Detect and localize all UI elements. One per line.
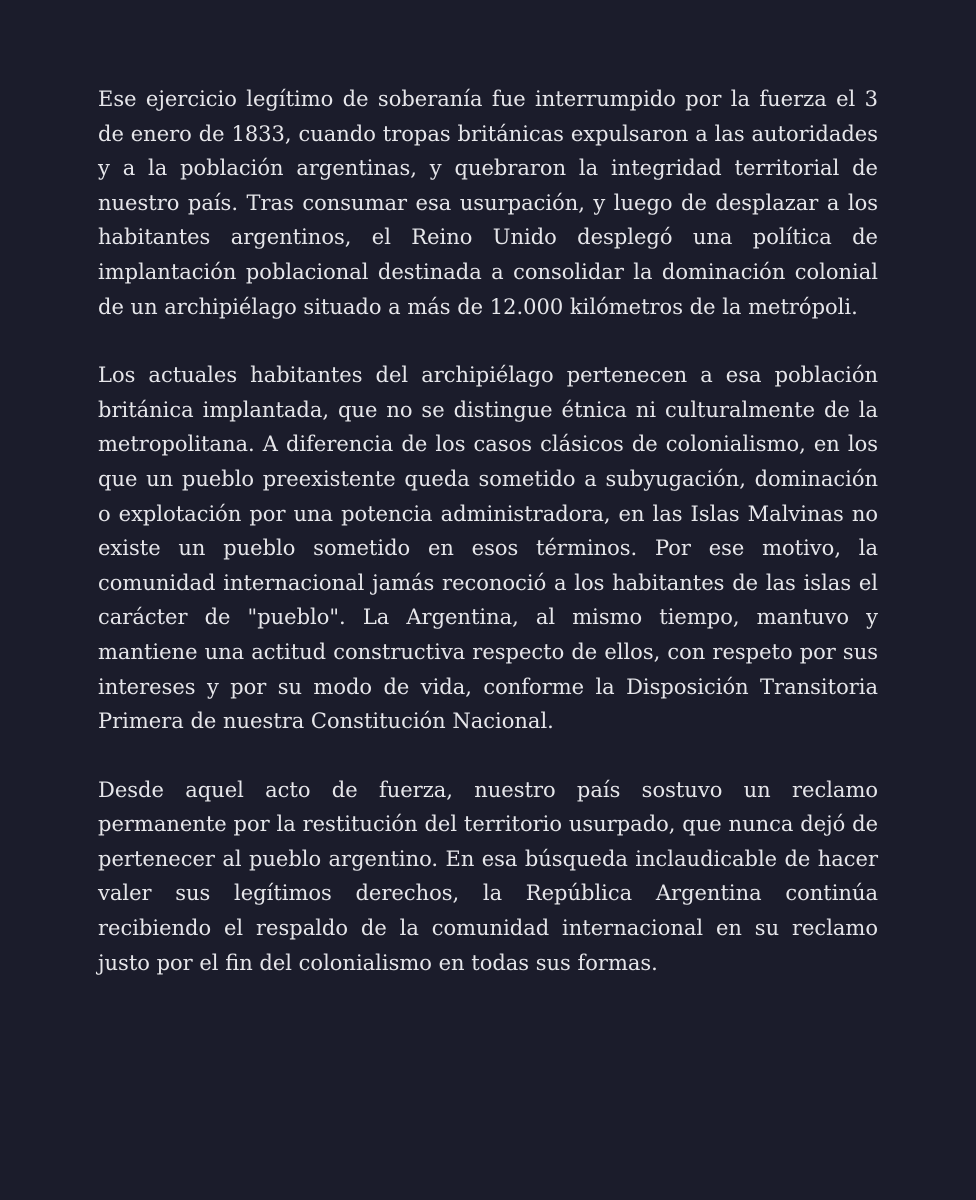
paragraph-1: Ese ejercicio legítimo de soberanía fue interrumpido por la fuerza el 3 de enero de 1833, cuando tropas británicas expulsaron a las autoridades y a la población argentinas, y quebraron la integridad territorial de nuestro país. Tras consumar esa usurpación, y luego de desplazar a los habitantes argentinos, el Reino Unido desplegó una política de implantación poblacional destinada a consolidar la dominación colonial de un archipiélago situado a más de 12.000 kilómetros de la metrópoli.	[98, 87, 878, 319]
paragraph-3: Desde aquel acto de fuerza, nuestro país sostuvo un reclamo permanente por la restitución del territorio usurpado, que nunca dejó de pertenecer al pueblo argentino. En esa búsqueda inclaudicable de hacer valer sus legítimos derechos, la República Argentina continúa recibiendo el respaldo de la comunidad internacional en su reclamo justo por el fin del colonialismo en todas sus formas.	[98, 777, 878, 975]
paragraph-2: Los actuales habitantes del archipiélago pertenecen a esa población británica implantada, que no se distingue étnica ni culturalmente de la metropolitana. A diferencia de los casos clásicos de colonialismo, en los que un pueblo preexistente queda sometido a subyugación, dominación o explotación por una potencia administradora, en las Islas Malvinas no existe un pueblo sometido en esos términos. Por ese motivo, la comunidad internacional jamás reconoció a los habitantes de las islas el carácter de "pueblo". La Argentina, al mismo tiempo, mantuvo y mantiene una actitud constructiva respecto de ellos, con respeto por sus intereses y por su modo de vida, conforme la Disposición Transitoria Primera de nuestra Constitución Nacional.	[98, 363, 878, 734]
